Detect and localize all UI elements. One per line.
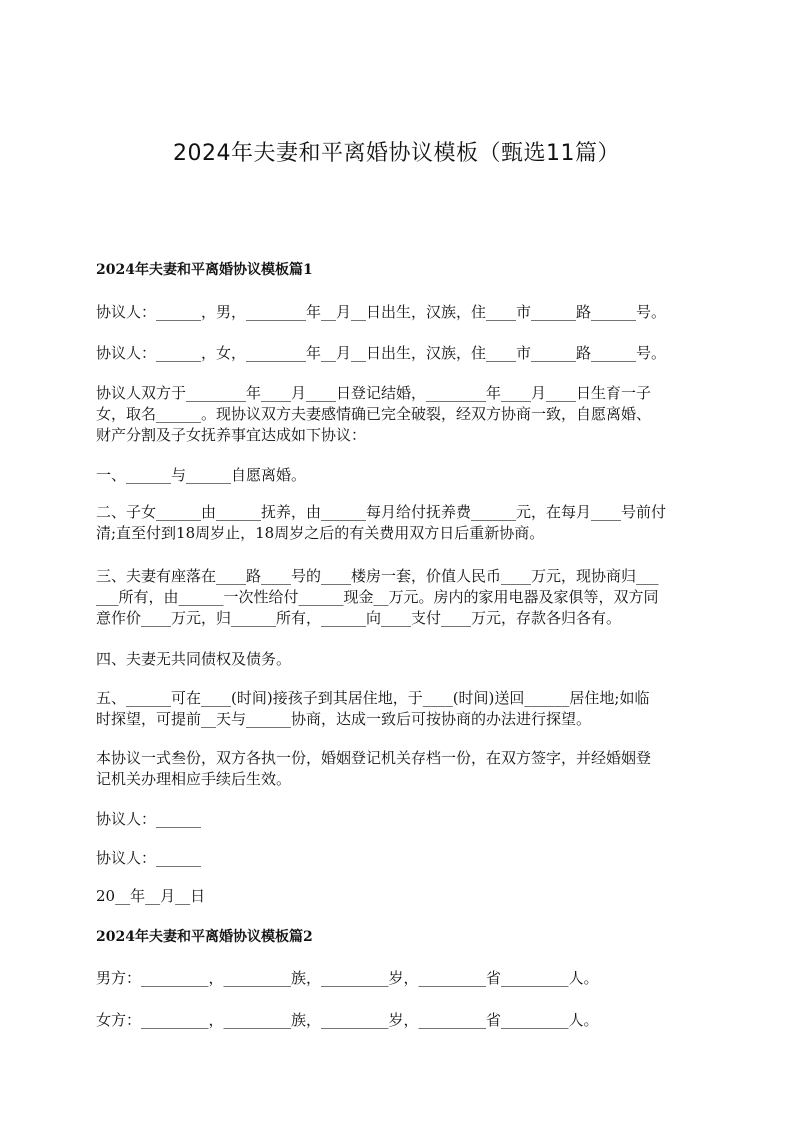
signature-line: 协议人：______ — [96, 810, 202, 828]
document-title: 2024年夫妻和平离婚协议模板（甄选11篇） — [173, 141, 620, 166]
paragraph-line: 男方：_________，_________族，_________岁，_________省_________人。 — [96, 969, 599, 987]
paragraph-line: 清;直至付到18周岁止，18周岁之后的有关费用双方日后重新协商。 — [96, 524, 545, 542]
paragraph-line: 财产分割及子女抚养事宜达成如下协议： — [96, 426, 367, 444]
paragraph-line: 时探望，可提前__天与______协商，达成一致后可按协商的办法进行探望。 — [96, 710, 592, 728]
paragraph-line: 女方：_________，_________族，_________岁，_________省_________人。 — [96, 1011, 599, 1029]
paragraph-line: 一、______与______自愿离婚。 — [96, 466, 307, 484]
paragraph-line: 三、夫妻有座落在____路____号的____楼房一套，价值人民币____万元，现协商归___ — [96, 567, 659, 585]
signature-line: 协议人：______ — [96, 849, 202, 867]
paragraph-line: 协议人：______，女，________年__月__日出生，汉族，住____市______路______号。 — [96, 344, 667, 362]
paragraph-line: 协议人双方于________年____月____日登记结婚，________年____月____日生育一子 — [96, 384, 652, 402]
section-heading: 2024年夫妻和平离婚协议模板篇1 — [96, 262, 313, 278]
paragraph-line: 记机关办理相应手续后生效。 — [96, 770, 292, 788]
paragraph-line: 女，取名______。现协议双方夫妻感情确已完全破裂，经双方协商一致，自愿离婚、 — [96, 405, 652, 423]
paragraph-line: 二、子女______由______抚养，由______每月给付抚养费______元，在每月____号前付 — [96, 503, 667, 521]
paragraph-line: 本协议一式叁份，双方各执一份，婚姻登记机关存档一份，在双方签字，并经婚姻登 — [96, 749, 652, 767]
paragraph-line: 意作价____万元，归______所有，______向____支付____万元，存款各归各有。 — [96, 609, 622, 627]
section-heading: 2024年夫妻和平离婚协议模板篇2 — [96, 929, 313, 945]
paragraph-line: 五、______可在____(时间)接孩子到其居住地，于____(时间)送回______居住地;如临 — [96, 689, 650, 707]
date-line: 20__年__月__日 — [96, 887, 206, 905]
paragraph-line: 四、夫妻无共同债权及债务。 — [96, 650, 292, 668]
paragraph-line: ___所有，由______一次性给付______现金__万元。房内的家用电器及家俱等，双方同 — [96, 588, 659, 606]
paragraph-line: 协议人：______，男，________年__月__日出生，汉族，住____市______路______号。 — [96, 303, 667, 321]
